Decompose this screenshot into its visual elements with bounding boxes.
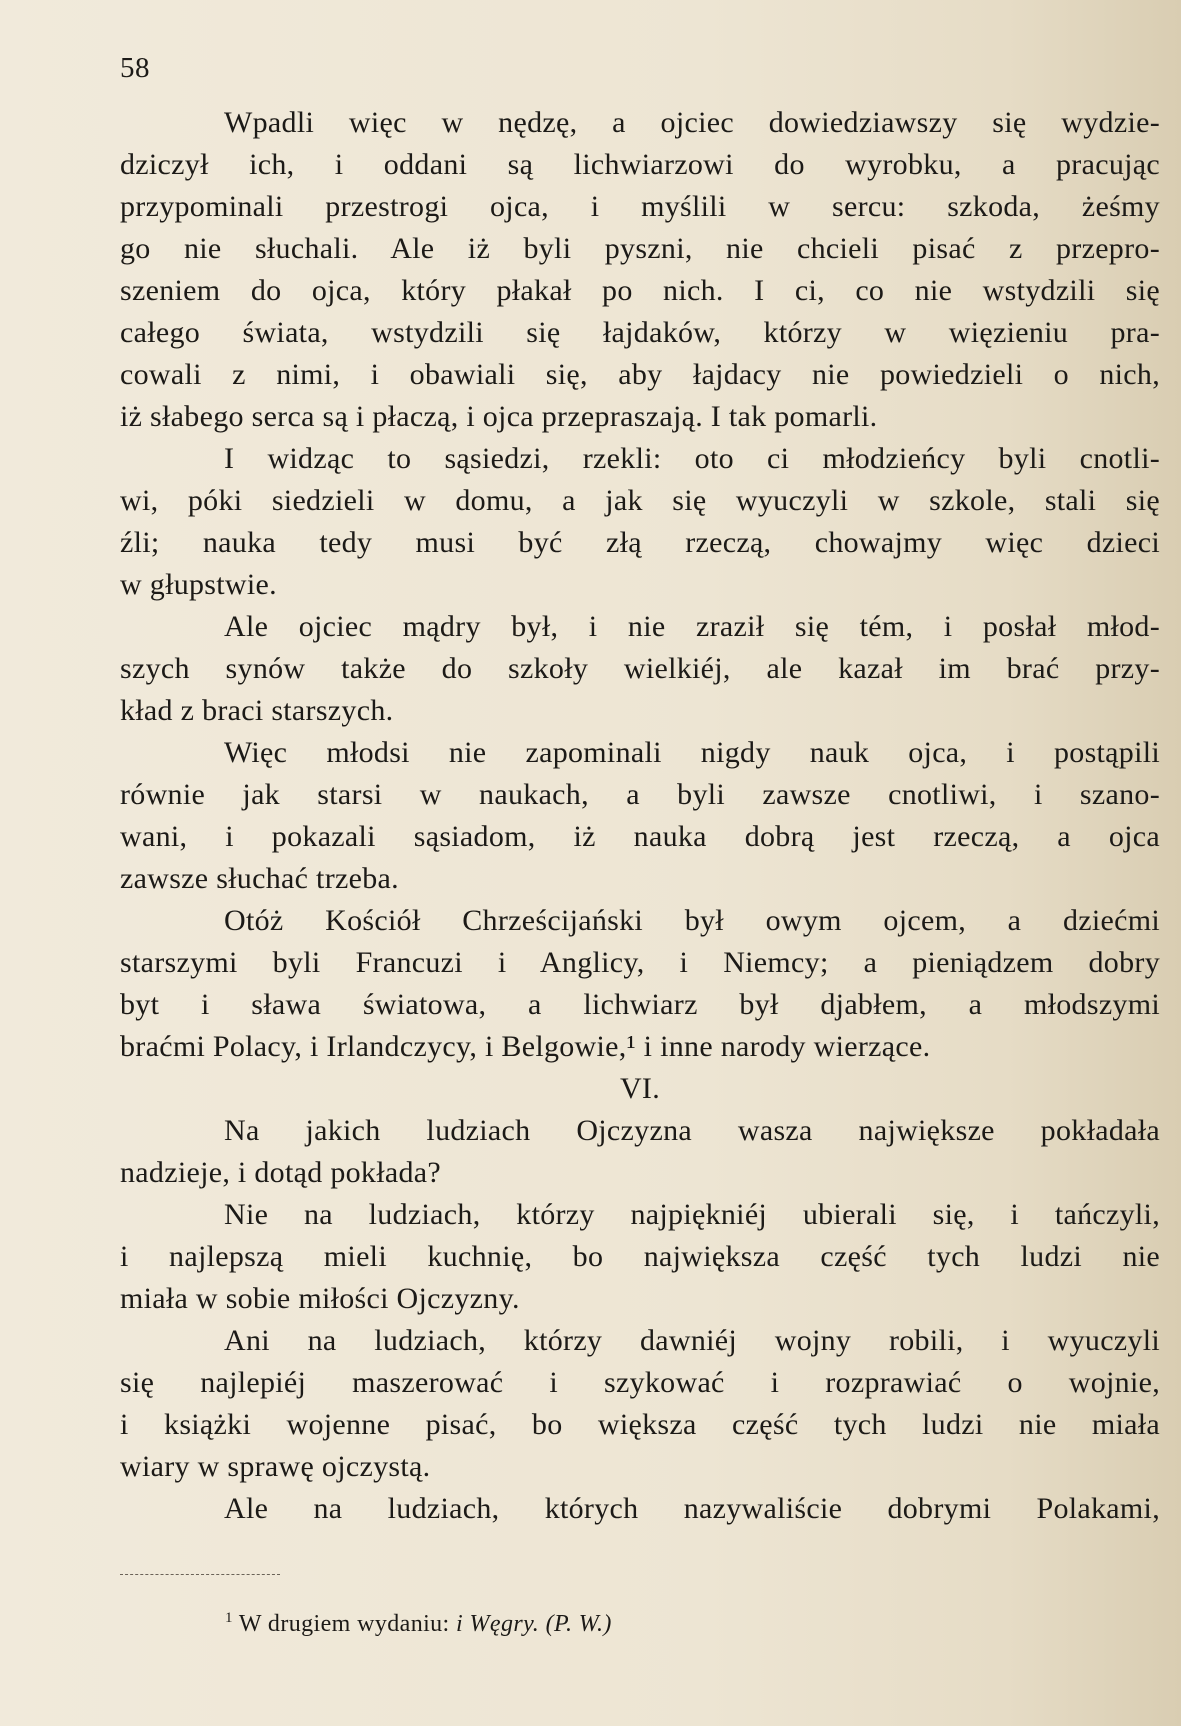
text-line: źli; nauka tedy musi być złą rzeczą, chowajmy więc dzieci bbox=[120, 526, 1160, 559]
text-line: Ale na ludziach, których nazywaliście dobrymi Polakami, bbox=[224, 1492, 1160, 1525]
text-line: całego świata, wstydzili się łajdaków, którzy w więzieniu pra- bbox=[120, 316, 1160, 349]
section-heading: VI. bbox=[619, 1072, 661, 1105]
text-line: Ani na ludziach, którzy dawniéj wojny robili, i wyuczyli bbox=[224, 1324, 1160, 1357]
footnote-text: W drugiem wydaniu: bbox=[238, 1611, 457, 1637]
text-line: Otóż Kościół Chrześcijański był owym ojcem, a dziećmi bbox=[224, 904, 1160, 937]
footnote-mark: 1 bbox=[225, 1610, 233, 1626]
text-line: przypominali przestrogi ojca, i myślili w sercu: szkoda, żeśmy bbox=[120, 190, 1160, 223]
footnote-italic-text: i Węgry. (P. W.) bbox=[456, 1611, 612, 1637]
text-line: szych synów także do szkoły wielkiéj, ale kazał im brać przy- bbox=[120, 652, 1160, 685]
text-line: dziczył ich, i oddani są lichwiarzowi do wyrobku, a pracując bbox=[120, 148, 1160, 181]
text-line: i książki wojenne pisać, bo większa część tych ludzi nie miała bbox=[120, 1408, 1160, 1441]
text-line: wi, póki siedzieli w domu, a jak się wyuczyli w szkole, stali się bbox=[120, 484, 1160, 517]
text-line: wiary w sprawę ojczystą. bbox=[120, 1450, 431, 1483]
text-line: i najlepszą mieli kuchnię, bo największa część tych ludzi nie bbox=[120, 1240, 1160, 1273]
page-number: 58 bbox=[120, 52, 150, 84]
text-line: Nie na ludziach, którzy najpiękniéj ubierali się, i tańczyli, bbox=[224, 1198, 1160, 1231]
text-line: zawsze słuchać trzeba. bbox=[120, 862, 399, 895]
text-line: go nie słuchali. Ale iż byli pyszni, nie chcieli pisać z przepro- bbox=[120, 232, 1160, 265]
text-line: braćmi Polacy, i Irlandczycy, i Belgowie,¹ i inne narody wierzące. bbox=[120, 1030, 931, 1063]
text-line: iż słabego serca są i płaczą, i ojca przepraszają. I tak pomarli. bbox=[120, 400, 878, 433]
footnote-divider bbox=[120, 1574, 280, 1575]
text-line: miała w sobie miłości Ojczyzny. bbox=[120, 1282, 520, 1315]
text-line: szeniem do ojca, który płakał po nich. I ci, co nie wstydzili się bbox=[120, 274, 1160, 307]
text-line: nadzieje, i dotąd pokłada? bbox=[120, 1156, 441, 1189]
text-line: I widząc to sąsiedzi, rzekli: oto ci młodzieńcy byli cnotli- bbox=[224, 442, 1160, 475]
text-line: Więc młodsi nie zapominali nigdy nauk ojca, i postąpili bbox=[224, 736, 1160, 769]
text-line: w głupstwie. bbox=[120, 568, 277, 601]
text-line: starszymi byli Francuzi i Anglicy, i Niemcy; a pieniądzem dobry bbox=[120, 946, 1160, 979]
text-line: wani, i pokazali sąsiadom, iż nauka dobrą jest rzeczą, a ojca bbox=[120, 820, 1160, 853]
text-line: Ale ojciec mądry był, i nie zraził się tém, i posłał młod- bbox=[224, 610, 1160, 643]
text-line: cowali z nimi, i obawiali się, aby łajdacy nie powiedzieli o nich, bbox=[120, 358, 1160, 391]
text-line: kład z braci starszych. bbox=[120, 694, 394, 727]
text-line: się najlepiéj maszerować i szykować i rozprawiać o wojnie, bbox=[120, 1366, 1160, 1399]
text-line: byt i sława światowa, a lichwiarz był djabłem, a młodszymi bbox=[120, 988, 1160, 1021]
text-line: Na jakich ludziach Ojczyzna wasza największe pokładała bbox=[224, 1114, 1160, 1147]
text-line: Wpadli więc w nędzę, a ojciec dowiedziawszy się wydzie- bbox=[224, 106, 1160, 139]
text-line: równie jak starsi w naukach, a byli zawsze cnotliwi, i szano- bbox=[120, 778, 1160, 811]
body-text bbox=[120, 102, 1160, 1530]
footnote bbox=[225, 1610, 612, 1638]
